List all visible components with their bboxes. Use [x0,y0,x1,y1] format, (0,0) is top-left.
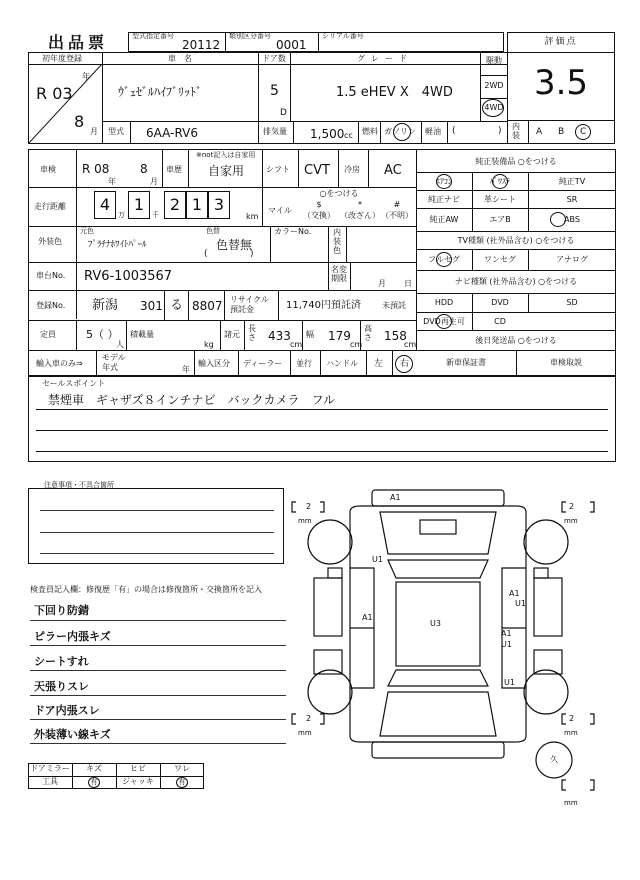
width-label: 幅 [306,330,314,339]
import-label: 輸入車のみ⇒ [36,359,83,368]
shaken-month: 8 [140,162,148,176]
name-change-month: 月 [378,279,386,288]
name-label: 車 名 [168,54,192,63]
note-item-6: 外装薄い線キズ [34,728,111,741]
equip-powersteer: ﾊﾟﾜｽﾃ [490,177,510,186]
fuel-light-oil: 軽油 [425,127,441,136]
recycle-value: 11,740円預託済 [286,300,361,311]
interior-c: C [580,127,587,137]
repaint-paren-close: ) [250,249,254,259]
reg-class: 301 [140,299,163,313]
handle-left: 左 [374,359,384,369]
handle-right-circle [395,355,413,373]
mileage-opts-title: ○をつける [319,189,359,198]
doors-d: D [280,108,287,118]
mileage-exchange: （交換） [303,211,335,220]
import-type-label: 輸入区分 [198,359,230,368]
navi-dvd-play: DVD再生可 [423,317,465,326]
glass-mark: 久 [550,755,558,764]
score-value: 3.5 [533,63,589,103]
equip-leather: 革シート [484,195,516,204]
shaken-year-unit: 年 [108,177,116,186]
mileage-tamper: （改ざん） [340,211,380,220]
equip-aw: 純正AW [429,215,459,224]
cc-unit: cc [344,131,353,140]
mark-u1-hood: U1 [372,555,383,564]
color-no-label: カラーNo. [274,227,312,236]
legend-tools-yes: 有 [90,778,98,786]
reg-area: 新潟 [92,298,119,313]
first-reg-label: 初年度登録 [42,54,82,63]
mark-a1-left-door: A1 [362,613,373,622]
width-unit: cm [350,340,363,349]
length-unit: cm [290,340,303,349]
shaken-label: 車検 [40,165,56,174]
interior-a: A [536,127,543,137]
legend-crack: ヒビ [130,764,146,773]
class-no-value: 0001 [276,38,307,52]
reg-kana: る [170,298,184,313]
mark-u1-right-door: U1 [515,599,526,608]
dims-label: 諸元 [224,330,240,339]
fuel-label: 燃料 [362,127,378,136]
exchange-mark: $ [316,200,322,209]
form-title: 出品票 [48,33,109,52]
mm-fr: mm [564,517,578,525]
shift-value: CVT [304,163,330,178]
drive-4wd: 4WD [484,103,504,112]
ac-label: 冷房 [344,165,360,174]
equip-sr: SR [566,195,578,204]
mark-u1-rear: U1 [504,678,515,687]
usage-label: 車歴 [166,165,182,174]
year-unit: 年 [82,72,90,81]
mark-a1-right-rear: A1 [501,629,512,638]
mark-u3-roof: U3 [430,619,441,628]
mm-fl: mm [298,517,312,525]
import-parallel: 並行 [296,359,312,368]
interior-color-label: 内装色 [333,228,341,255]
legend-door-mirror: ドアミラー [30,764,70,773]
usage-note: ※not記入は自家用 [196,151,256,159]
docs-manual: 車検取説 [550,358,582,367]
repaint-value: 色替無 [216,238,253,252]
equip-abs: ABS [564,215,580,224]
inspector-note: 検査員記入欄：修復歴「有」の場合は修復箇所・交換箇所を記入 [30,585,262,594]
tv-title: TV種類 (社外品含む) ○をつける [457,236,575,245]
type-no-label: 型式指定番号 [132,32,174,40]
legend-break: ワレ [174,764,190,773]
shaken-era: R 08 [82,162,110,176]
mileage-label: 走行距離 [34,202,66,211]
unknown-mark: # [393,200,401,209]
notes-label: 注意事項・不具合箇所 [44,481,114,489]
import-dealer: ディーラー [243,359,283,368]
width-value: 179 [328,329,351,343]
model-year-unit: 年 [182,365,190,374]
paren-open: ( [452,126,456,136]
drive-4wd-circle [482,99,504,117]
navi-hdd: HDD [434,298,454,307]
displacement-label: 排気量 [263,127,287,136]
mark-a1-right-door: A1 [509,589,520,598]
navi-dvd: DVD [491,298,509,307]
sales-label: セールスポイント [42,379,106,388]
sales-section [28,376,616,462]
mileage-digit-2: 1 [133,195,145,214]
equip-aircon: ｴｱｺﾝ [436,177,452,186]
legend-jack-yes: 有 [178,778,186,786]
navi-title: ナビ種類 (社外品含む) ○をつける [454,277,578,286]
note-item-5: ドア内張スレ [34,704,100,717]
equip-airbag: エアB [489,215,511,224]
mm-glass: mm [564,799,578,807]
model-label: 型式 [108,127,124,136]
usage-value: 自家用 [208,164,245,178]
first-reg-month: 8 [74,112,85,131]
load-unit: kg [204,340,214,349]
docs-warranty: 新車保証書 [446,358,486,367]
legend-tools-circle [88,777,100,788]
tv-oneseg: ワンセグ [484,255,516,264]
first-reg-era: R 03 [36,84,73,103]
grade-value: 1.5 eHEV X 4WD [336,85,453,100]
mm-rr: mm [564,729,578,737]
mm-val-rl: 2 [306,714,312,723]
chassis-label: 車台No. [36,271,66,280]
mileage-unknown: （不明） [381,211,413,220]
car-name: ｳﾞｪｾﾞﾙﾊｲﾌﾞﾘｯﾄﾞ [118,85,203,99]
reg-label: 登録No. [36,301,66,310]
length-label: 長さ [248,324,256,342]
interior-label: 内装 [512,122,520,140]
mark-a1-front: A1 [390,493,401,502]
equip-navi: 純正ナビ [428,195,460,204]
mileage-digit-3: 2 [169,195,181,214]
shaken-month-unit: 月 [150,177,158,186]
handle-label: ハンドル [326,359,358,368]
mileage-digit-1: 4 [99,195,111,214]
equip-aircon-circle [436,174,452,189]
name-change-label: 名変期限 [331,265,347,283]
docs-title: 後日発送品 ○をつける [475,336,557,345]
mileage-digit-5: 3 [213,195,225,214]
interior-c-circle [575,124,591,140]
load-label: 積載量 [130,330,154,339]
mm-rl: mm [298,729,312,737]
capacity-label: 定員 [40,330,56,339]
class-no-label: 類別区分番号 [229,32,271,40]
navi-dvd-play-circle [436,314,452,329]
height-label: 高さ [364,324,372,342]
mileage-man: 万 [118,211,125,219]
legend-scratch: キズ [86,764,102,773]
tv-fullseg: フルセグ [428,255,460,264]
note-item-4: 天張りスレ [34,680,89,693]
recycle-label: リサイクル預託金 [230,295,269,314]
mileage-km: km [246,212,259,221]
note-item-1: 下回り防錆 [34,604,89,617]
tamper-mark: * [358,200,362,209]
equip-title: 純正装備品 ○をつける [475,157,557,166]
navi-sd: SD [566,298,578,307]
repaint-paren-open: ( [204,249,208,259]
height-unit: cm [404,340,417,349]
displacement-value: 1,500 [310,127,345,141]
model-value: 6AA-RV6 [146,126,198,140]
equip-powersteer-circle [492,174,508,189]
orig-color-value: ﾌﾟﾗﾁﾅﾎﾜｲﾄﾊﾟｰﾙ [88,240,147,250]
mm-val-fr: 2 [569,502,575,511]
grade-label: グレード [357,54,413,63]
drive-2wd: 2WD [484,81,504,90]
doors-value: 5 [270,83,279,99]
reg-num: 8807 [192,299,223,313]
paren-close: ) [498,126,502,136]
capacity-unit: 人 [116,340,124,349]
color-label: 外装色 [38,237,62,246]
equip-abs-circle [550,212,566,227]
doors-label: ドア数 [262,54,286,63]
mileage-sen: 千 [152,211,159,219]
name-change-day: 日 [404,279,412,288]
note-item-2: ピラー内張キズ [34,630,111,643]
mileage-mile: マイル [268,206,292,215]
score-label: 評価点 [544,37,578,47]
capacity-value: 5（ ） [86,328,119,341]
height-value: 158 [384,329,407,343]
sales-text: 禁煙車 ギャザズ８インチナビ バックカメラ フル [48,393,336,407]
fuel-circle [393,123,411,141]
fuel-gasoline: ガソリン [384,127,416,136]
legend-tools: 工具 [42,777,58,786]
chassis-value: RV6-1003567 [84,269,173,284]
mark-u1-right-rear: U1 [501,640,512,649]
legend-jack: ジャッキ [122,777,154,786]
recycle-status: 未預託 [382,301,406,310]
mileage-digit-4: 1 [191,195,203,214]
note-item-3: シートすれ [34,655,89,668]
model-year-label: モデル年式 [102,353,126,372]
drive-label: 駆動 [486,56,502,65]
month-unit: 月 [90,127,98,136]
repaint-label: 色替 [206,227,220,235]
interior-b: B [558,127,565,137]
orig-color-label: 元色 [80,227,94,235]
length-value: 433 [268,329,291,343]
car-diagram [290,478,620,818]
legend-jack-circle [176,777,188,788]
equip-tv: 純正TV [558,177,586,186]
tv-fullseg-circle [436,252,452,267]
serial-label: シリアル番号 [322,32,364,40]
navi-cd: CD [494,317,506,326]
ac-value: AC [384,163,402,178]
mm-val-rr: 2 [569,714,575,723]
shift-label: シフト [266,165,290,174]
tv-analog: アナログ [556,255,588,264]
handle-right: 右 [400,359,410,369]
type-no-value: 20112 [182,38,221,52]
mm-val-fl: 2 [306,502,312,511]
